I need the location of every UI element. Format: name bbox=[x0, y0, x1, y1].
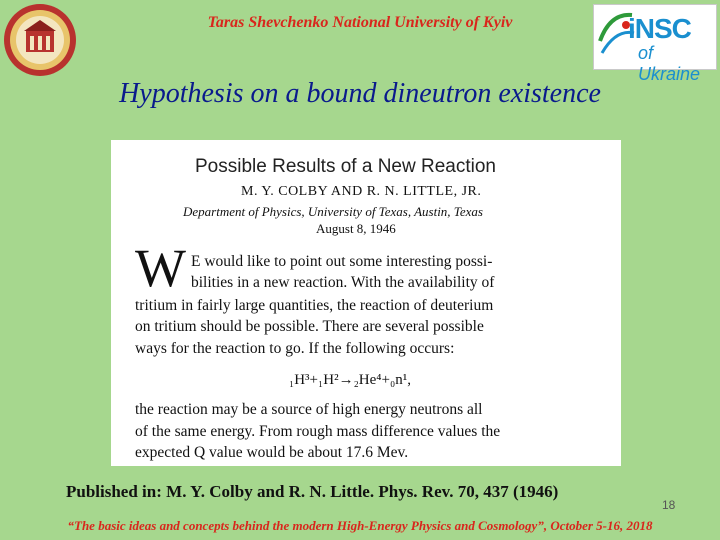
paper-authors: M. Y. COLBY AND R. N. LITTLE, JR. bbox=[241, 184, 482, 199]
paper-affiliation: Department of Physics, University of Texas, Austin, Texas bbox=[183, 204, 483, 219]
university-name: Taras Shevchenko National University of Kyiv bbox=[207, 14, 513, 31]
paper-excerpt bbox=[111, 140, 621, 466]
paper-line: on tritium should be possible. There are several possible bbox=[135, 318, 484, 335]
slide-number: 18 bbox=[662, 498, 676, 512]
paper-line: the reaction may be a source of high energy neutrons all bbox=[135, 401, 483, 418]
publication-citation: Published in: M. Y. Colby and R. N. Little. Phys. Rev. 70, 437 (1946) bbox=[66, 482, 559, 501]
paper-title: Possible Results of a New Reaction bbox=[195, 156, 496, 177]
paper-dropcap: W bbox=[135, 238, 186, 298]
logo-text-insc: iNSC bbox=[628, 13, 691, 44]
paper-date: August 8, 1946 bbox=[316, 221, 396, 236]
paper-line: expected Q value would be about 17.6 Mev. bbox=[135, 444, 409, 461]
insc-logo bbox=[593, 4, 717, 84]
slide-title: Hypothesis on a bound dineutron existence bbox=[119, 78, 601, 109]
paper-line: E would like to point out some interesting possi- bbox=[191, 253, 493, 270]
logo-text-ukraine: of Ukraine bbox=[638, 43, 701, 84]
paper-line: bilities in a new reaction. With the availability of bbox=[191, 274, 495, 291]
reaction-formula: ₁H³+₁H²→₂He⁴+₀n¹, bbox=[289, 372, 411, 388]
university-seal-logo bbox=[2, 2, 78, 78]
paper-line: of the same energy. From rough mass difference values the bbox=[135, 423, 501, 440]
paper-line: ways for the reaction to go. If the following occurs: bbox=[135, 340, 455, 357]
conference-footer: “The basic ideas and concepts behind the modern High-Energy Physics and Cosmology”, October 5-16, 2018 bbox=[67, 518, 653, 533]
paper-line: tritium in fairly large quantities, the reaction of deuterium bbox=[135, 297, 494, 314]
